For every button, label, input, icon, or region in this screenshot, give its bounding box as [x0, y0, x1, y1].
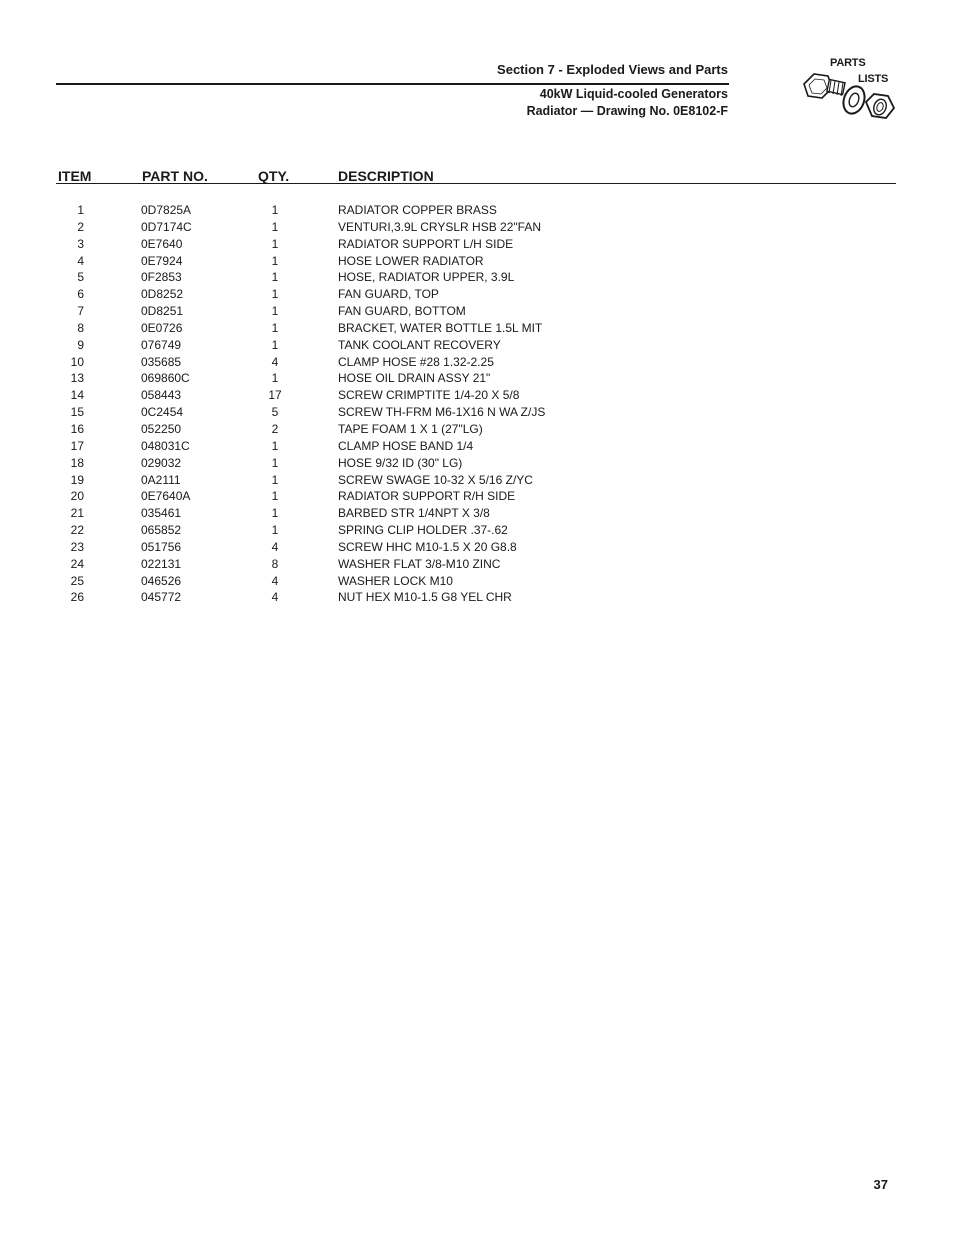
- description-cell: BARBED STR 1/4NPT X 3/8: [338, 506, 490, 521]
- part-no-cell: 065852: [141, 523, 182, 538]
- description-cell: FAN GUARD, TOP: [338, 287, 439, 302]
- document-subtitle-line1: 40kW Liquid-cooled Generators: [539, 87, 728, 101]
- description-cell: BRACKET, WATER BOTTLE 1.5L MIT: [338, 320, 543, 335]
- item-cell: 9: [77, 337, 84, 352]
- description-cell: WASHER FLAT 3/8-M10 ZINC: [338, 556, 501, 571]
- part-no-cell: 0C2454: [141, 405, 184, 420]
- qty-cell: 1: [271, 438, 279, 453]
- table-row: [0, 505, 954, 522]
- table-row: [0, 556, 954, 573]
- description-cell: WASHER LOCK M10: [338, 573, 453, 588]
- table-row: [0, 421, 954, 438]
- item-cell: 14: [70, 388, 84, 403]
- description-cell: HOSE OIL DRAIN ASSY 21": [338, 371, 491, 386]
- item-cell: 8: [77, 320, 84, 335]
- qty-cell: 1: [271, 371, 279, 386]
- item-cell: 13: [70, 371, 84, 386]
- column-header-description: DESCRIPTION: [338, 168, 434, 184]
- qty-cell: 1: [271, 287, 279, 302]
- qty-cell: 1: [271, 219, 279, 234]
- part-no-cell: 048031C: [141, 438, 190, 453]
- section-title: Section 7 - Exploded Views and Parts: [497, 62, 728, 77]
- qty-cell: 4: [271, 590, 279, 605]
- item-cell: 19: [70, 472, 84, 487]
- item-cell: 17: [70, 438, 84, 453]
- item-cell: 2: [77, 219, 84, 234]
- item-cell: 4: [77, 253, 84, 268]
- qty-cell: 1: [271, 337, 279, 352]
- table-row: [0, 202, 954, 219]
- part-no-cell: 058443: [141, 388, 182, 403]
- description-cell: HOSE 9/32 ID (30" LG): [338, 455, 463, 470]
- item-cell: 22: [70, 523, 84, 538]
- item-cell: 6: [77, 287, 84, 302]
- description-cell: HOSE LOWER RADIATOR: [338, 253, 484, 268]
- description-cell: CLAMP HOSE #28 1.32-2.25: [338, 354, 494, 369]
- qty-cell: 17: [268, 388, 282, 403]
- item-cell: 20: [70, 489, 84, 504]
- part-no-cell: 029032: [141, 455, 182, 470]
- qty-cell: 8: [271, 556, 279, 571]
- column-header-item: ITEM: [58, 168, 92, 184]
- item-cell: 7: [77, 304, 84, 319]
- part-no-cell: 0E7640: [141, 236, 183, 251]
- qty-cell: 1: [271, 472, 279, 487]
- table-row: [0, 387, 954, 404]
- qty-cell: 4: [271, 354, 279, 369]
- table-row: [0, 320, 954, 337]
- table-row: [0, 472, 954, 489]
- part-no-cell: 069860C: [141, 371, 190, 386]
- description-cell: TAPE FOAM 1 X 1 (27"LG): [338, 421, 483, 436]
- qty-cell: 1: [271, 489, 279, 504]
- qty-cell: 1: [271, 320, 279, 335]
- table-row: [0, 269, 954, 286]
- qty-cell: 1: [271, 523, 279, 538]
- part-no-cell: 0D7825A: [141, 203, 192, 217]
- description-cell: RADIATOR COPPER BRASS: [338, 203, 497, 217]
- table-row: [0, 438, 954, 455]
- description-cell: SCREW TH-FRM M6-1X16 N WA Z/JS: [338, 405, 546, 420]
- header-rule: [56, 83, 729, 85]
- column-header-qty: QTY.: [258, 168, 290, 184]
- item-cell: 23: [70, 539, 84, 554]
- qty-cell: 1: [271, 455, 279, 470]
- table-row: [0, 589, 954, 606]
- description-cell: CLAMP HOSE BAND 1/4: [338, 438, 474, 453]
- table-row: [0, 219, 954, 236]
- qty-cell: 5: [271, 405, 279, 420]
- table-row: [0, 488, 954, 505]
- parts-table-body: [0, 202, 954, 606]
- part-no-cell: 052250: [141, 421, 182, 436]
- item-cell: 3: [77, 236, 84, 251]
- table-row: [0, 370, 954, 387]
- qty-cell: 4: [271, 539, 279, 554]
- description-cell: SCREW SWAGE 10-32 X 5/16 Z/YC: [338, 472, 533, 487]
- qty-cell: 2: [271, 421, 279, 436]
- qty-cell: 1: [271, 304, 279, 319]
- part-no-cell: 0E7640A: [141, 489, 191, 504]
- document-subtitle-line2: Radiator — Drawing No. 0E8102-F: [526, 104, 728, 118]
- item-cell: 25: [70, 573, 84, 588]
- part-no-cell: 0A2111: [141, 472, 181, 487]
- part-no-cell: 046526: [141, 573, 182, 588]
- description-cell: FAN GUARD, BOTTOM: [338, 304, 466, 319]
- page-number: 37: [873, 1177, 888, 1192]
- table-row: [0, 337, 954, 354]
- part-no-cell: 022131: [141, 556, 182, 571]
- parts-lists-logo: [800, 56, 900, 132]
- part-no-cell: 0F2853: [141, 270, 182, 285]
- qty-cell: 1: [271, 506, 279, 521]
- item-cell: 16: [70, 421, 84, 436]
- table-row: [0, 303, 954, 320]
- part-no-cell: 0E0726: [141, 320, 183, 335]
- item-cell: 15: [70, 405, 84, 420]
- item-cell: 1: [77, 203, 84, 217]
- table-row: [0, 573, 954, 590]
- table-row: [0, 253, 954, 270]
- logo-text-parts: PARTS: [830, 57, 866, 69]
- qty-cell: 1: [271, 203, 279, 217]
- table-row: [0, 539, 954, 556]
- description-cell: VENTURI,3.9L CRYSLR HSB 22"FAN: [338, 219, 541, 234]
- part-no-cell: 0D7174C: [141, 219, 192, 234]
- table-row: [0, 404, 954, 421]
- description-cell: SPRING CLIP HOLDER .37-.62: [338, 523, 508, 538]
- part-no-cell: 035685: [141, 354, 182, 369]
- part-no-cell: 051756: [141, 539, 182, 554]
- table-row: [0, 455, 954, 472]
- description-cell: RADIATOR SUPPORT R/H SIDE: [338, 489, 516, 504]
- description-cell: RADIATOR SUPPORT L/H SIDE: [338, 236, 514, 251]
- parts-table-header: [56, 168, 896, 184]
- qty-cell: 1: [271, 270, 279, 285]
- qty-cell: 1: [271, 236, 279, 251]
- description-cell: NUT HEX M10-1.5 G8 YEL CHR: [338, 590, 512, 605]
- description-cell: HOSE, RADIATOR UPPER, 3.9L: [338, 270, 515, 285]
- qty-cell: 4: [271, 573, 279, 588]
- table-row: [0, 286, 954, 303]
- column-header-part-no: PART NO.: [142, 168, 208, 184]
- item-cell: 21: [70, 506, 84, 521]
- part-no-cell: 045772: [141, 590, 182, 605]
- part-no-cell: 035461: [141, 506, 182, 521]
- item-cell: 18: [70, 455, 84, 470]
- table-row: [0, 522, 954, 539]
- table-row: [0, 354, 954, 371]
- part-no-cell: 0D8252: [141, 287, 184, 302]
- part-no-cell: 0E7924: [141, 253, 183, 268]
- description-cell: TANK COOLANT RECOVERY: [338, 337, 501, 352]
- item-cell: 10: [70, 354, 84, 369]
- description-cell: SCREW CRIMPTITE 1/4-20 X 5/8: [338, 388, 520, 403]
- item-cell: 5: [77, 270, 84, 285]
- item-cell: 24: [70, 556, 84, 571]
- item-cell: 26: [70, 590, 84, 605]
- part-no-cell: 076749: [141, 337, 182, 352]
- description-cell: SCREW HHC M10-1.5 X 20 G8.8: [338, 539, 517, 554]
- logo-text-lists: LISTS: [858, 73, 889, 85]
- qty-cell: 1: [271, 253, 279, 268]
- part-no-cell: 0D8251: [141, 304, 184, 319]
- table-row: [0, 236, 954, 253]
